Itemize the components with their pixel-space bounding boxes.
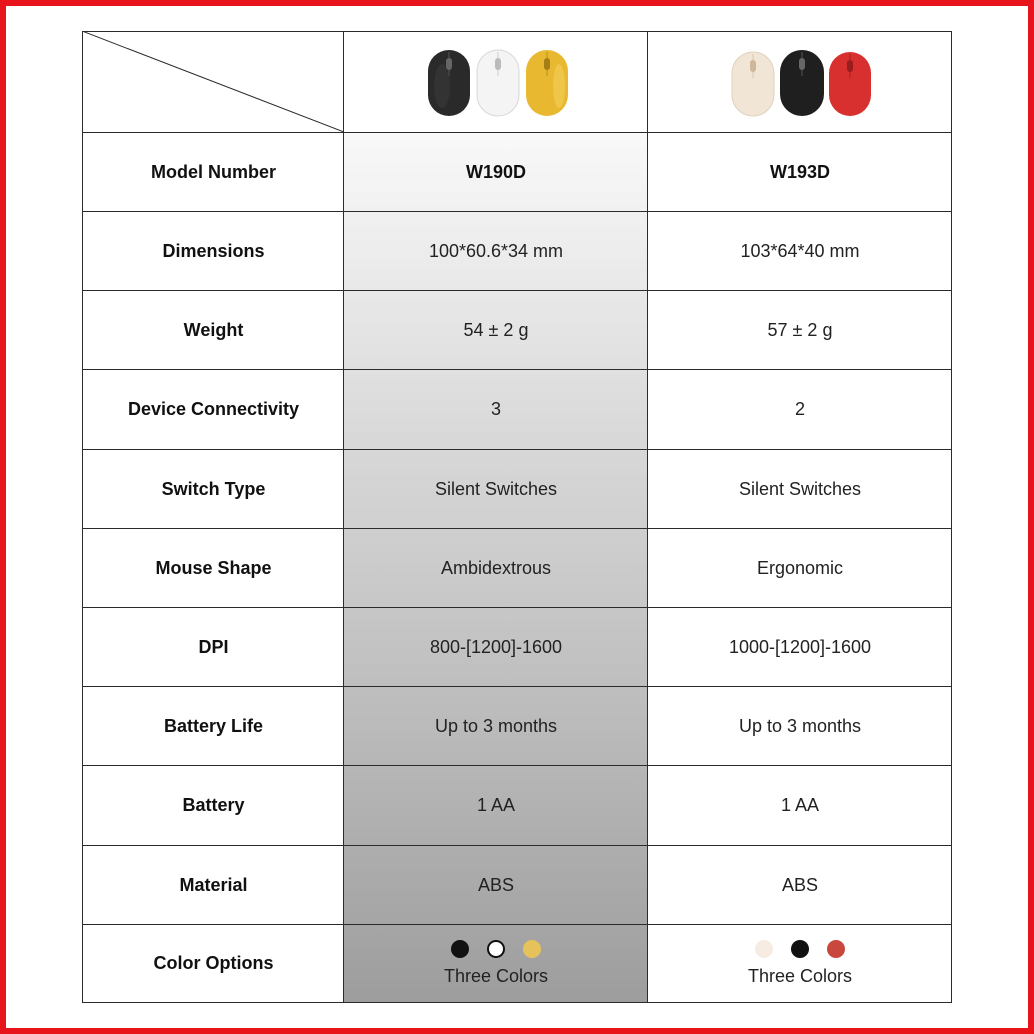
w190d-switch-type: Silent Switches: [434, 478, 558, 499]
row-label-material: Material: [179, 874, 248, 895]
w193d-model-number: W193D: [769, 161, 831, 182]
w193d-material: ABS: [781, 874, 819, 895]
row-label-color-options: Color Options: [153, 953, 274, 973]
mouse-white: [477, 50, 519, 116]
w190d-dpi: 800-[1200]-1600: [429, 636, 563, 657]
header-diagonal: [82, 31, 344, 133]
color-swatch-cream: [755, 940, 773, 958]
w190d-model-number: W190D: [465, 161, 527, 182]
mouse-red: [829, 52, 871, 116]
color-swatch-black: [451, 940, 469, 958]
w193d-device-connectivity: 2: [794, 399, 805, 419]
w193d-mouse-shape: Ergonomic: [756, 557, 844, 578]
w193d-color-options-text: Three Colors: [747, 966, 853, 986]
mouse-cream: [732, 52, 774, 116]
color-swatch-yellow: [523, 940, 541, 958]
row-label-model-number: Model Number: [150, 161, 276, 182]
mouse-black: [428, 50, 470, 116]
color-swatch-black: [791, 940, 809, 958]
w193d-mice-image: [728, 46, 876, 120]
row-label-dimensions: Dimensions: [162, 240, 265, 261]
w193d-color-options: [648, 925, 952, 1002]
grid-line: [82, 1002, 952, 1003]
w190d-battery: 1 AA: [476, 795, 516, 815]
row-label-weight: Weight: [183, 319, 244, 340]
row-label-dpi: DPI: [198, 636, 229, 657]
w190d-mouse-shape: Ambidextrous: [440, 557, 552, 578]
w190d-material: ABS: [477, 874, 515, 895]
w193d-battery: 1 AA: [780, 795, 820, 815]
row-label-device-connectivity: Device Connectivity: [127, 399, 300, 419]
w190d-weight: 54 ± 2 g: [463, 319, 529, 340]
w193d-switch-type: Silent Switches: [738, 478, 862, 499]
row-label-mouse-shape: Mouse Shape: [155, 557, 272, 578]
row-label-switch-type: Switch Type: [161, 478, 266, 499]
w193d-dpi: 1000-[1200]-1600: [728, 636, 872, 657]
w190d-battery-life: Up to 3 months: [434, 715, 558, 736]
w193d-weight: 57 ± 2 g: [767, 319, 833, 340]
w190d-dimensions: 100*60.6*34 mm: [428, 240, 564, 261]
mouse-yellow: [526, 50, 568, 116]
w193d-battery-life: Up to 3 months: [738, 715, 862, 736]
row-label-battery: Battery: [182, 795, 245, 815]
color-swatch-white: [487, 940, 505, 958]
w190d-mice-image: [424, 46, 574, 120]
w190d-device-connectivity: 3: [490, 399, 501, 419]
row-label-battery-life: Battery Life: [163, 715, 264, 736]
w190d-color-options: [344, 925, 648, 1002]
w190d-color-options-text: Three Colors: [443, 966, 549, 986]
mouse-black: [780, 50, 824, 116]
w193d-dimensions: 103*64*40 mm: [740, 240, 860, 261]
color-swatch-red: [827, 940, 845, 958]
